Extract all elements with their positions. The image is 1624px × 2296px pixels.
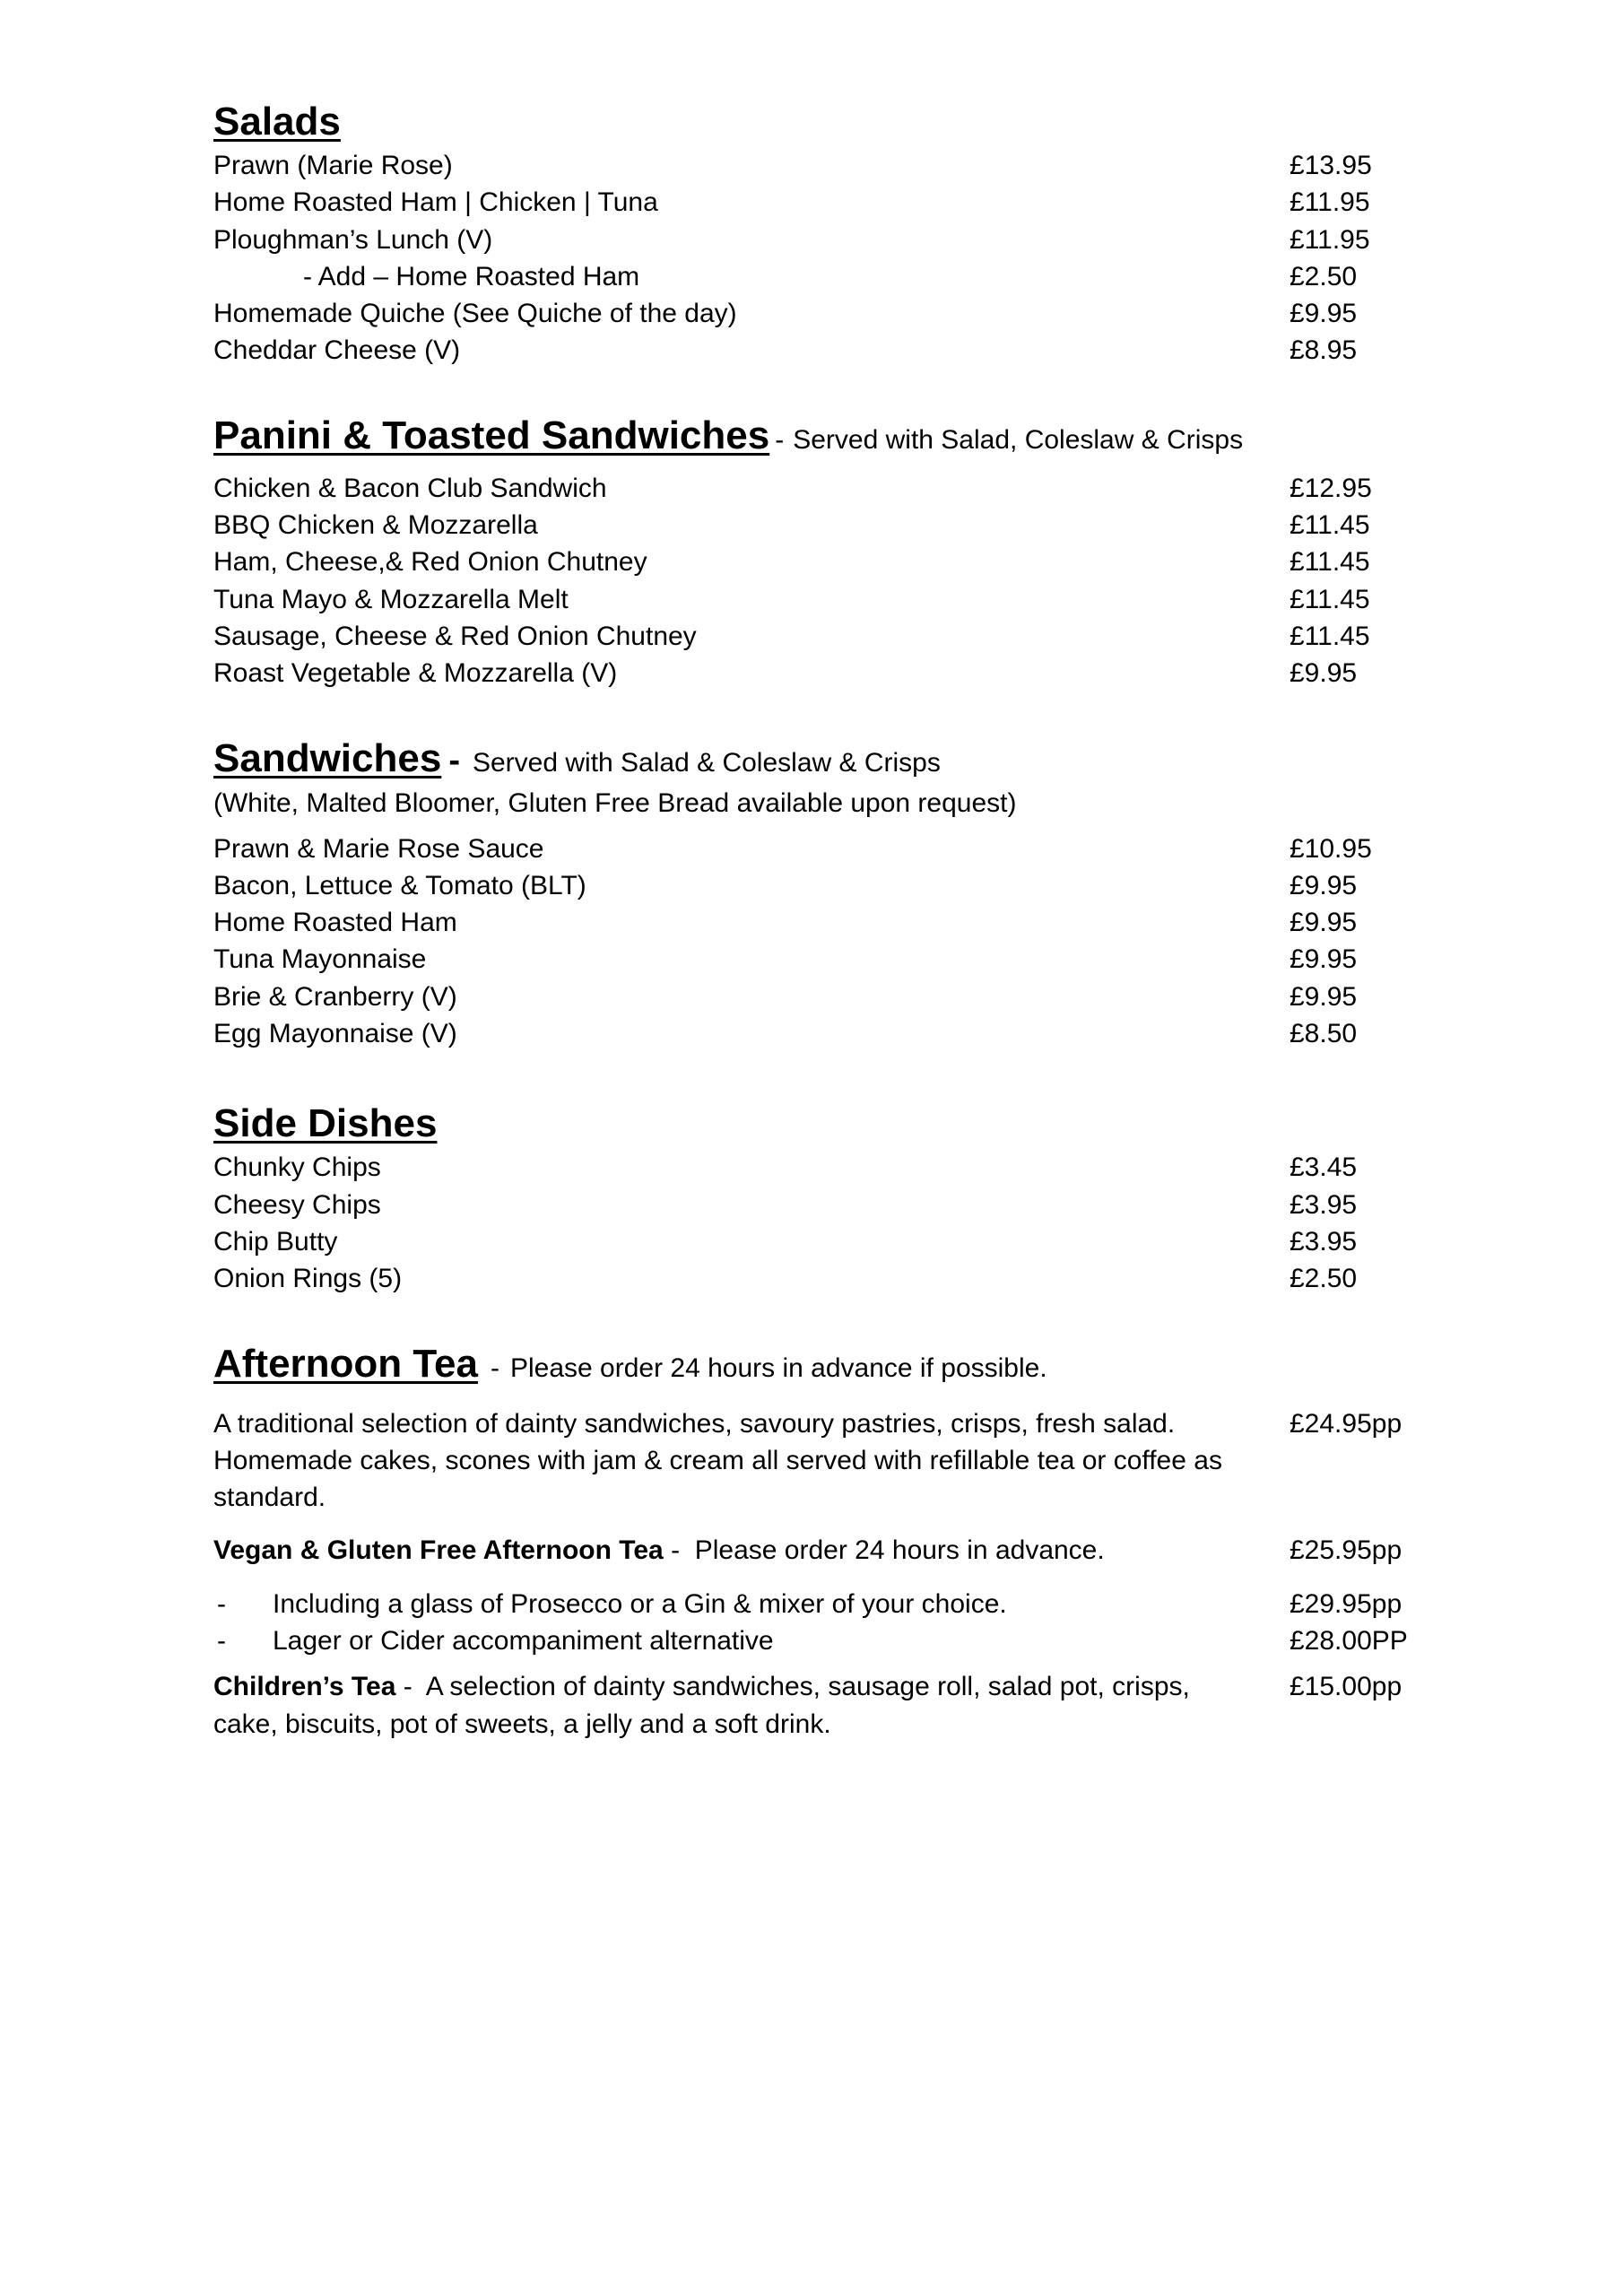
- item-price: £2.50: [1290, 261, 1358, 291]
- menu-item: [213, 978, 1415, 1015]
- item-name: Sausage, Cheese & Red Onion Chutney: [213, 621, 697, 651]
- menu-item: [213, 222, 1415, 258]
- item-name: Tuna Mayo & Mozzarella Melt: [213, 584, 569, 614]
- item-name: Ploughman’s Lunch (V): [213, 224, 493, 255]
- menu-page: [213, 97, 1415, 1743]
- menu-item: [213, 184, 1415, 221]
- vegan-tea: [213, 1532, 1415, 1569]
- sides-title: Side Dishes: [213, 1101, 438, 1146]
- item-name: Tuna Mayonnaise: [213, 944, 427, 975]
- menu-item: [213, 831, 1415, 867]
- menu-item: [213, 147, 1415, 184]
- item-name: BBQ Chicken & Mozzarella: [213, 510, 538, 541]
- item-price: £2.50: [1290, 1264, 1358, 1294]
- vegan-tea-note: - Please order 24 hours in advance.: [663, 1535, 1105, 1566]
- menu-item: [213, 904, 1415, 941]
- vegan-tea-price: £25.95pp: [1290, 1535, 1403, 1566]
- menu-item: [213, 1223, 1415, 1260]
- panini-note: Served with Salad, Coleslaw & Crisps: [793, 424, 1244, 455]
- item-name: Chip Butty: [213, 1226, 338, 1257]
- bullet-dash: -: [217, 1588, 226, 1619]
- item-price: £9.95: [1290, 944, 1358, 975]
- panini-separator: -: [775, 424, 785, 455]
- item-name: Egg Mayonnaise (V): [213, 1019, 457, 1049]
- tea-extra-price: £29.95pp: [1290, 1588, 1403, 1619]
- panini-title: Panini & Toasted Sandwiches: [213, 413, 770, 457]
- item-name: Chicken & Bacon Club Sandwich: [213, 473, 607, 503]
- afternoon-tea-heading: [213, 1339, 1415, 1389]
- item-name: Brie & Cranberry (V): [213, 981, 457, 1012]
- item-name: Home Roasted Ham | Chicken | Tuna: [213, 187, 658, 218]
- item-price: £3.95: [1290, 1189, 1358, 1220]
- afternoon-tea-note: Please order 24 hours in advance if possible.: [509, 1352, 1047, 1383]
- item-price: £9.95: [1290, 870, 1358, 900]
- childrens-tea-description: - A selection of dainty sandwiches, sausage roll, salad pot, crisps, cake, biscuits, pot of sweets, a jelly and a soft drink.: [213, 1672, 1198, 1739]
- menu-item-addon: [213, 258, 1415, 295]
- menu-item: [213, 655, 1415, 691]
- item-price: £9.95: [1290, 981, 1358, 1012]
- childrens-tea-label: Children’s Tea: [213, 1672, 396, 1702]
- item-name: Ham, Cheese,& Red Onion Chutney: [213, 547, 647, 578]
- item-name: Cheddar Cheese (V): [213, 335, 461, 366]
- childrens-tea-text: [213, 1668, 1236, 1743]
- vegan-tea-label: Vegan & Gluten Free Afternoon Tea: [213, 1535, 664, 1566]
- item-price: £3.45: [1290, 1152, 1358, 1183]
- traditional-tea: [213, 1405, 1415, 1517]
- item-name: Bacon, Lettuce & Tomato (BLT): [213, 870, 586, 900]
- menu-item: [213, 1149, 1415, 1186]
- tea-extra-item: [213, 1622, 1415, 1659]
- item-price: £9.95: [1290, 299, 1358, 329]
- item-name: Cheesy Chips: [213, 1189, 381, 1220]
- item-price: £8.95: [1290, 335, 1358, 366]
- sandwiches-separator: -: [448, 741, 460, 779]
- item-price: £10.95: [1290, 833, 1372, 864]
- vegan-tea-text: [213, 1532, 1236, 1569]
- menu-item: [213, 581, 1415, 618]
- menu-item: [213, 1015, 1415, 1052]
- sides-heading: [213, 1099, 1415, 1149]
- item-price: £11.45: [1290, 621, 1370, 651]
- traditional-tea-description: A traditional selection of dainty sandwiches, savoury pastries, crisps, fresh salad. Homemade cakes, scones with jam & cream all served with refillable tea or coffee as standard.: [213, 1408, 1222, 1513]
- item-price: £8.50: [1290, 1019, 1358, 1049]
- menu-item: [213, 1260, 1415, 1297]
- traditional-tea-price: £24.95pp: [1290, 1408, 1403, 1439]
- item-price: £9.95: [1290, 908, 1358, 938]
- item-price: £3.95: [1290, 1226, 1358, 1257]
- menu-item: [213, 941, 1415, 978]
- item-name: Home Roasted Ham: [213, 908, 457, 938]
- salads-heading: [213, 97, 1415, 147]
- menu-item: [213, 295, 1415, 332]
- menu-item: [213, 867, 1415, 904]
- item-price: £11.95: [1290, 187, 1370, 218]
- menu-item: [213, 618, 1415, 655]
- childrens-tea-price: £15.00pp: [1290, 1672, 1403, 1702]
- sandwiches-heading: [213, 734, 1415, 784]
- panini-list: [213, 470, 1415, 692]
- item-price: £9.95: [1290, 658, 1358, 689]
- item-name: Prawn (Marie Rose): [213, 151, 453, 180]
- item-name: Homemade Quiche (See Quiche of the day): [213, 299, 737, 329]
- sandwiches-bread-note: (White, Malted Bloomer, Gluten Free Bread available upon request): [213, 787, 1017, 818]
- sandwiches-list: [213, 831, 1415, 1053]
- tea-extra-item: [213, 1586, 1415, 1622]
- tea-extra-text: Including a glass of Prosecco or a Gin & mixer of your choice.: [273, 1588, 1007, 1619]
- salads-title: Salads: [213, 100, 341, 144]
- item-price: £12.95: [1290, 473, 1372, 503]
- menu-item: [213, 544, 1415, 580]
- afternoon-tea-separator: -: [490, 1352, 499, 1383]
- menu-item: [213, 507, 1415, 544]
- tea-extra-text: Lager or Cider accompaniment alternative: [273, 1626, 774, 1657]
- salads-list: [213, 147, 1415, 370]
- tea-extra-price: £28.00PP: [1290, 1626, 1408, 1657]
- item-name: Roast Vegetable & Mozzarella (V): [213, 658, 618, 689]
- item-price: £11.45: [1290, 584, 1370, 614]
- sandwiches-title: Sandwiches: [213, 735, 442, 780]
- item-price: £11.45: [1290, 510, 1370, 541]
- item-price: £11.45: [1290, 547, 1370, 578]
- panini-heading: [213, 411, 1415, 461]
- afternoon-tea-title: Afternoon Tea: [213, 1341, 478, 1386]
- menu-item: [213, 1187, 1415, 1223]
- item-price: £11.95: [1290, 224, 1370, 255]
- sandwiches-note: Served with Salad & Coleslaw & Crisps: [472, 747, 941, 778]
- item-name: Onion Rings (5): [213, 1264, 403, 1294]
- menu-item: [213, 470, 1415, 507]
- item-price: £13.95: [1290, 151, 1372, 180]
- item-name: - Add – Home Roasted Ham: [303, 261, 640, 291]
- menu-item: [213, 332, 1415, 369]
- sides-list: [213, 1149, 1415, 1297]
- childrens-tea: [213, 1668, 1415, 1743]
- item-name: Prawn & Marie Rose Sauce: [213, 833, 544, 864]
- bullet-dash: -: [217, 1626, 226, 1657]
- item-name: Chunky Chips: [213, 1152, 381, 1183]
